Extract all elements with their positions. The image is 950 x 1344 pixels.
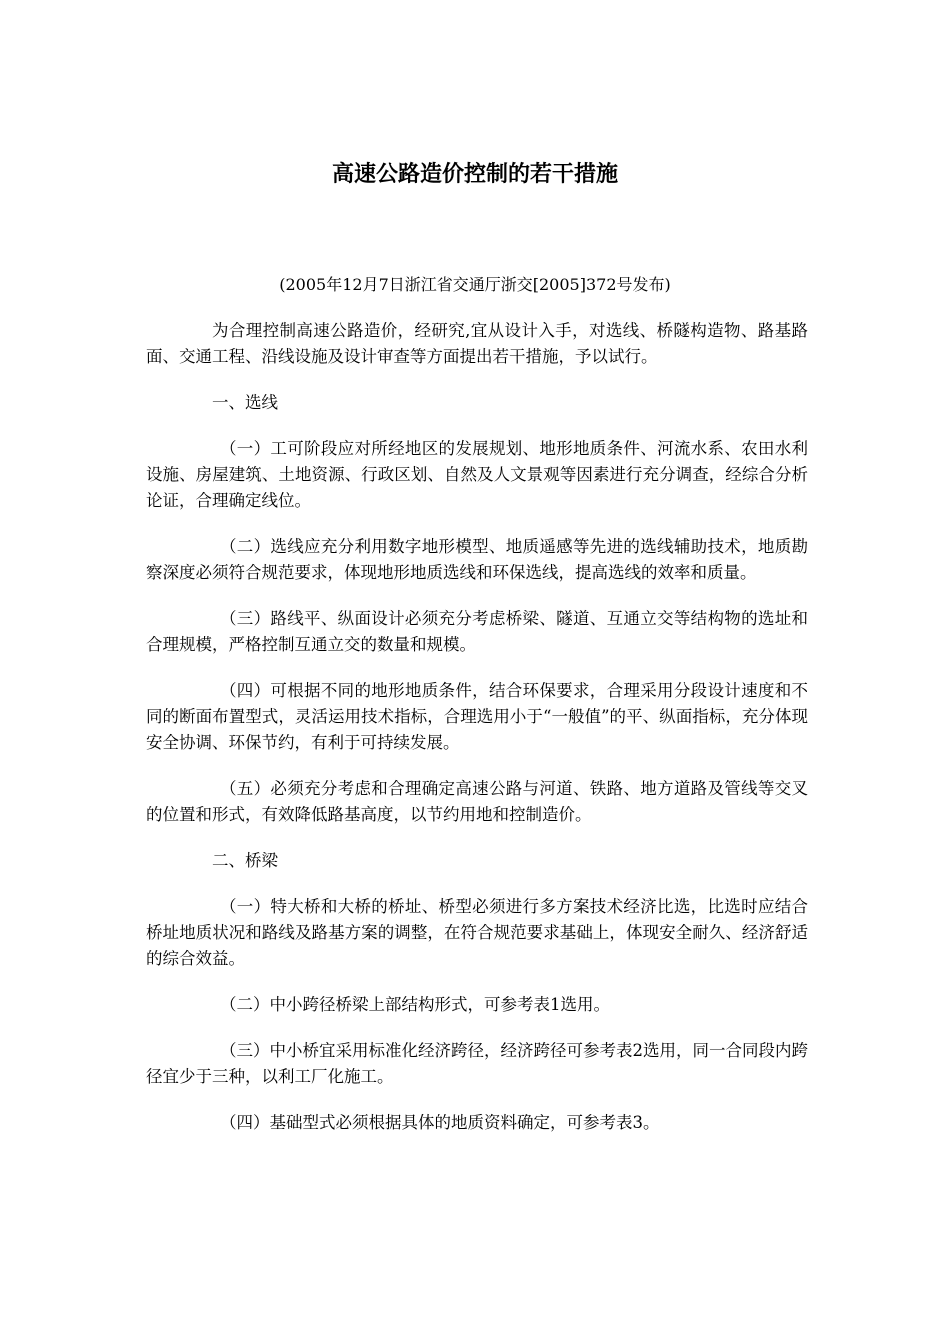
bridge-item-4: （四）基础型式必须根据具体的地质资料确定，可参考表3。 [220,1113,660,1132]
route-item-3: （三）路线平、纵面设计必须充分考虑桥梁、隧道、互通立交等结构物的选址和合理规模，严格控制互通立交的数量和规模。 [146,609,808,654]
document-title: 高速公路造价控制的若干措施 [331,162,618,187]
route-item-4: （四）可根据不同的地形地质条件，结合环保要求，合理采用分段设计速度和不同的断面布置型式，灵活运用技术指标，合理选用小于“一般值”的平、纵面指标，充分体现安全协调、环保节约，有利于可持续发展。 [146,681,808,752]
bridge-item-1: （一）特大桥和大桥的桥址、桥型必须进行多方案技术经济比选，比选时应结合桥址地质状况和路线及路基方案的调整，在符合规范要求基础上，体现安全耐久、经济舒适的综合效益。 [146,897,808,968]
bridge-item-2: （二）中小跨径桥梁上部结构形式，可参考表1选用。 [220,995,610,1014]
document-body [146,318,808,1156]
bridge-item-3: （三）中小桥宜采用标准化经济跨径，经济跨径可参考表2选用，同一合同段内跨径宜少于三种，以利工厂化施工。 [146,1041,808,1086]
section-heading-bridges: 二、桥梁 [212,851,278,870]
route-item-2: （二）选线应充分利用数字地形模型、地质遥感等先进的选线辅助技术，地质勘察深度必须符合规范要求，体现地形地质选线和环保选线，提高选线的效率和质量。 [146,537,808,582]
document-subtitle: (2005年12月7日浙江省交通厅浙交[2005]372号发布) [279,275,671,294]
section-heading-route: 一、选线 [212,393,278,412]
intro-paragraph: 为合理控制高速公路造价，经研究,宜从设计入手，对选线、桥隧构造物、路基路面、交通工程、沿线设施及设计审查等方面提出若干措施，予以试行。 [146,321,808,366]
route-item-5: （五）必须充分考虑和合理确定高速公路与河道、铁路、地方道路及管线等交叉的位置和形式，有效降低路基高度，以节约用地和控制造价。 [146,779,808,824]
route-item-1: （一）工可阶段应对所经地区的发展规划、地形地质条件、河流水系、农田水利设施、房屋建筑、土地资源、行政区划、自然及人文景观等因素进行充分调查，经综合分析论证，合理确定线位。 [146,439,808,510]
